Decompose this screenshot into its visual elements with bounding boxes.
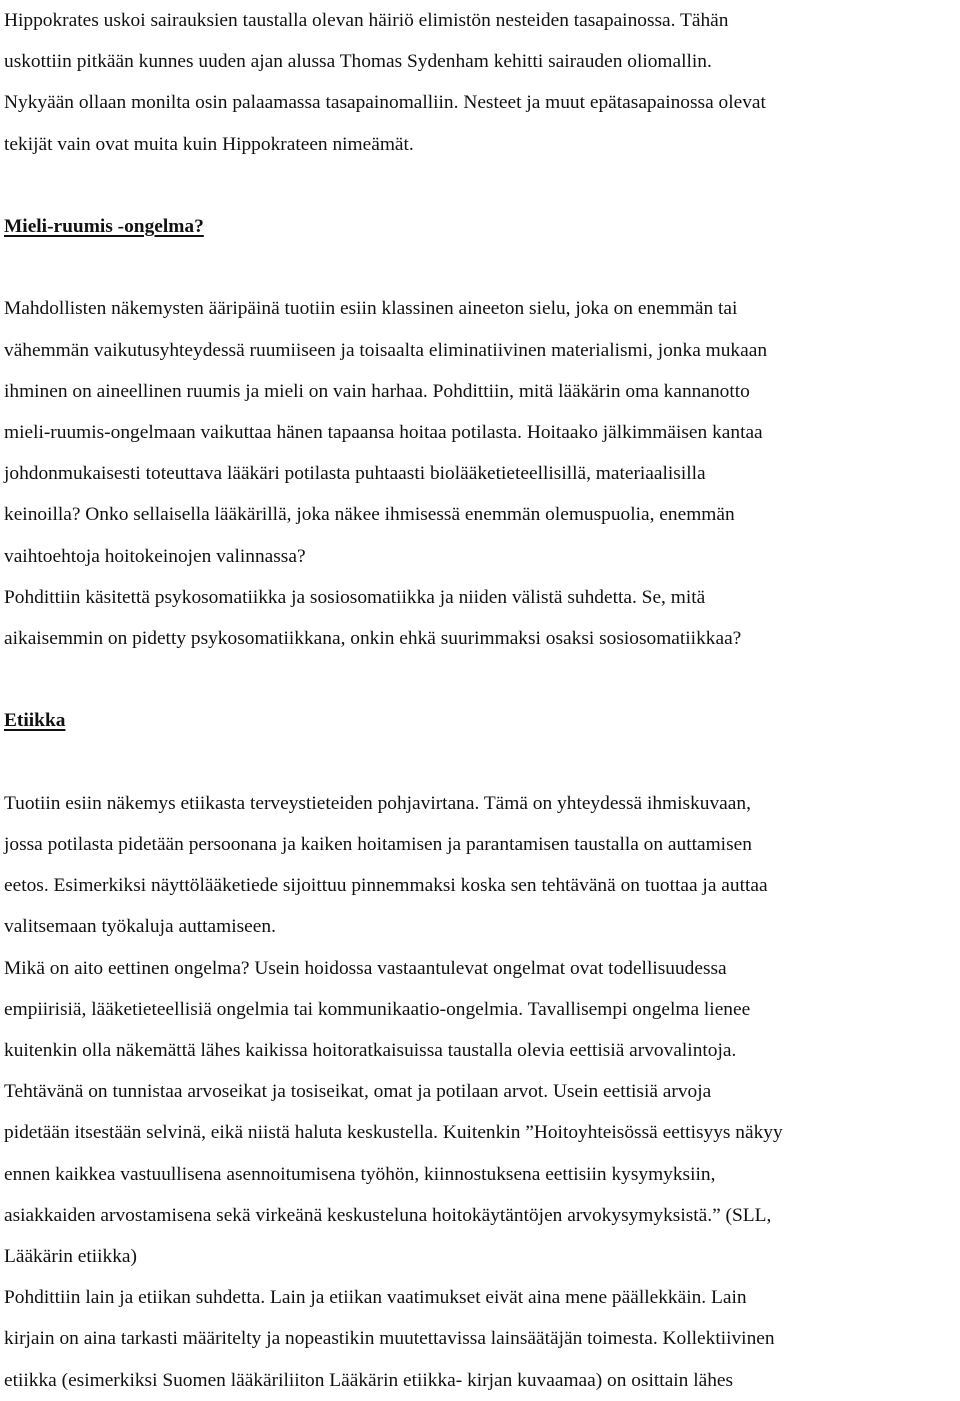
ethics-paragraph-3 bbox=[4, 1277, 958, 1401]
spacer bbox=[4, 659, 958, 700]
text-line: aikaisemmin on pidetty psykosomatiikkana, onkin ehkä suurimmaksi osaksi sosiosomatiikkaa? bbox=[4, 628, 742, 650]
section-heading-ethics: Etiikka bbox=[4, 710, 66, 732]
text-line: vaihtoehtoja hoitokeinojen valinnassa? bbox=[4, 545, 306, 567]
text-line: kuitenkin olla näkemättä lähes kaikissa hoitoratkaisuissa taustalla olevia eettisiä arvovalintoja. bbox=[4, 1040, 737, 1062]
text-line: vähemmän vaikutusyhteydessä ruumiiseen ja toisaalta eliminatiivinen materialismi, jonka mukaan bbox=[4, 339, 768, 361]
text-line: jossa potilasta pidetään persoonana ja kaiken hoitamisen ja parantamisen taustalla on auttamisen bbox=[4, 834, 752, 855]
text-line: johdonmukaisesti toteuttava lääkäri potilasta puhtaasti biolääketieteellisillä, materiaalisilla bbox=[4, 463, 706, 485]
mind-body-paragraph-2 bbox=[4, 577, 958, 659]
ethics-paragraph-2 bbox=[4, 948, 958, 1278]
text-line: Mahdollisten näkemysten ääripäinä tuotiin esiin klassinen aineeton sielu, joka on enemmän tai bbox=[4, 298, 738, 320]
text-line: Tuotiin esiin näkemys etiikasta terveystieteiden pohjavirtana. Tämä on yhteydessä ihmiskuvaan, bbox=[4, 792, 751, 814]
text-line: ennen kaikkea vastuullisena asennoitumisena työhön, kiinnostuksena eettisiin kysymyksiin, bbox=[4, 1163, 716, 1185]
spacer bbox=[4, 247, 958, 288]
text-line: Lääkärin etiikka) bbox=[4, 1246, 137, 1268]
text-line: ihminen on aineellinen ruumis ja mieli on vain harhaa. Pohdittiin, mitä lääkärin oma kannanotto bbox=[4, 380, 750, 402]
text-line: Mikä on aito eettinen ongelma? Usein hoidossa vastaantulevat ongelmat ovat todellisuudessa bbox=[4, 957, 727, 979]
text-line: empiirisiä, lääketieteellisiä ongelmia tai kommunikaatio-ongelmia. Tavallisempi ongelma lienee bbox=[4, 998, 751, 1020]
ethics-paragraph-1 bbox=[4, 783, 958, 948]
text-line: Hippokrates uskoi sairauksien taustalla olevan häiriö elimistön nesteiden tasapainossa. Tähän bbox=[4, 10, 729, 31]
text-line: uskottiin pitkään kunnes uuden ajan alussa Thomas Sydenham kehitti sairauden oliomallin. bbox=[4, 51, 712, 73]
intro-paragraph bbox=[4, 0, 958, 165]
text-line: Tehtävänä on tunnistaa arvoseikat ja tosiseikat, omat ja potilaan arvot. Usein eettisiä arvoja bbox=[4, 1081, 712, 1103]
text-line: eetos. Esimerkiksi näyttölääketiede sijoittuu pinnemmaksi koska sen tehtävänä on tuottaa ja auttaa bbox=[4, 875, 768, 897]
mind-body-paragraph-1 bbox=[4, 288, 958, 576]
document-page bbox=[4, 0, 958, 1401]
spacer bbox=[4, 165, 958, 206]
text-line: etiikka (esimerkiksi Suomen lääkäriliiton Lääkärin etiikka- kirjan kuvaamaa) on osittain lähes bbox=[4, 1369, 734, 1391]
text-line: Pohdittiin lain ja etiikan suhdetta. Lain ja etiikan vaatimukset eivät aina mene päällekkäin. Lain bbox=[4, 1287, 747, 1309]
text-line: Pohdittiin käsitettä psykosomatiikka ja sosiosomatiikka ja niiden välistä suhdetta. Se, mitä bbox=[4, 586, 706, 608]
text-line: pidetään itsestään selvinä, eikä niistä haluta keskustella. Kuitenkin ”Hoitoyhteisössä eettisyys näkyy bbox=[4, 1122, 783, 1144]
text-line: valitsemaan työkaluja auttamiseen. bbox=[4, 916, 276, 938]
text-line: asiakkaiden arvostamisena sekä virkeänä keskusteluna hoitokäytäntöjen arvokysymyksistä.” (SLL, bbox=[4, 1204, 772, 1226]
section-heading-mind-body: Mieli-ruumis -ongelma? bbox=[4, 216, 204, 237]
text-line: tekijät vain ovat muita kuin Hippokrateen nimeämät. bbox=[4, 133, 414, 155]
text-line: kirjain on aina tarkasti määritelty ja nopeastikin muutettavissa lainsäätäjän toimesta. Kollektiivinen bbox=[4, 1328, 775, 1350]
text-line: keinoilla? Onko sellaisella lääkärillä, joka näkee ihmisessä enemmän olemuspuolia, enemmän bbox=[4, 504, 735, 526]
spacer bbox=[4, 742, 958, 783]
text-line: Nykyään ollaan monilta osin palaamassa tasapainomalliin. Nesteet ja muut epätasapainossa olevat bbox=[4, 92, 766, 114]
text-line: mieli-ruumis-ongelmaan vaikuttaa hänen tapaansa hoitaa potilasta. Hoitaako jälkimmäisen kantaa bbox=[4, 422, 763, 443]
